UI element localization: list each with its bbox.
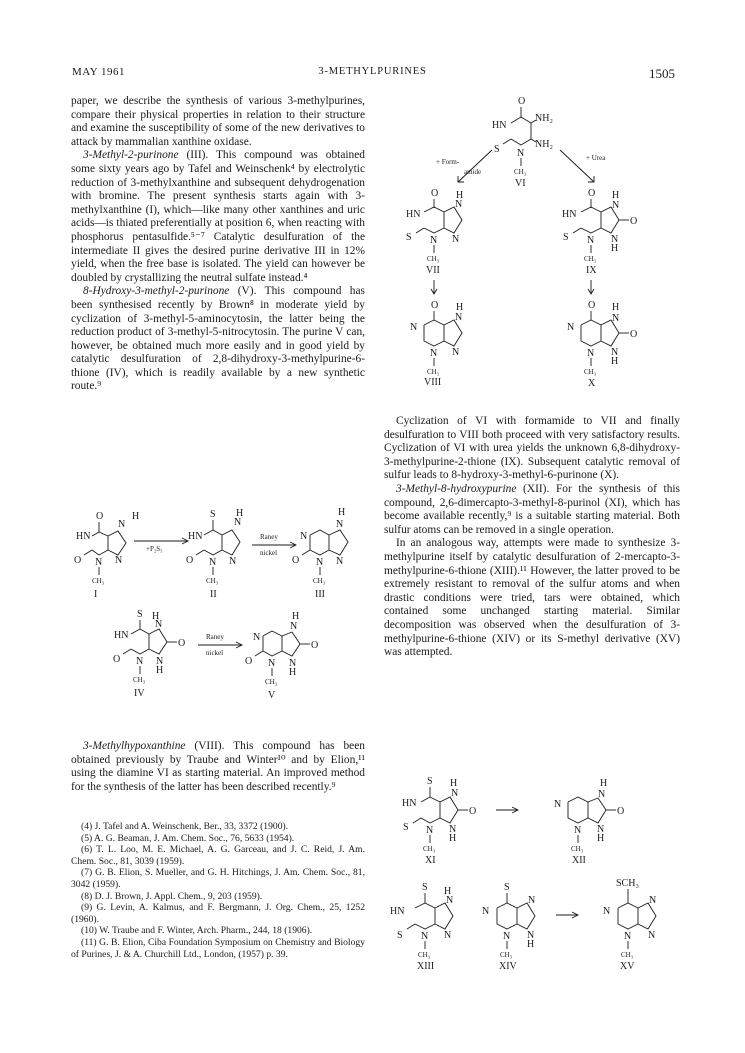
svg-text:H: H — [456, 190, 464, 201]
svg-text:CH₃: CH₃ — [621, 951, 634, 959]
svg-text:N: N — [229, 556, 237, 567]
svg-text:H: H — [527, 939, 535, 950]
reagent-p2s5: +P₂S₅ — [146, 545, 163, 553]
svg-text:N: N — [115, 555, 123, 566]
reagent-raney: Raney — [206, 633, 224, 641]
svg-text:N: N — [300, 531, 308, 542]
svg-text:H: H — [289, 667, 297, 678]
references — [71, 821, 365, 960]
svg-text:N: N — [430, 348, 438, 359]
reference-item: (6) T. L. Loo, M. E. Michael, A. G. Garceau, and J. C. Reid, J. Am. Chem. Soc., 81, 3039 (1959). — [71, 844, 365, 867]
svg-text:CH₃: CH₃ — [584, 368, 597, 376]
svg-text:S: S — [406, 232, 412, 243]
svg-text:O: O — [518, 96, 526, 107]
svg-text:N: N — [336, 519, 344, 530]
reagent-raney: Raney — [260, 533, 278, 541]
svg-text:N: N — [612, 200, 620, 211]
svg-text:N: N — [649, 895, 657, 906]
svg-text:N: N — [234, 517, 242, 528]
svg-text:H: H — [152, 611, 160, 622]
structure-xiii — [390, 882, 453, 972]
svg-text:CH₃: CH₃ — [92, 577, 105, 585]
svg-text:N: N — [554, 799, 562, 810]
paragraph: 3-Methyl-2-purinone (III). This compound was obtained some sixty years ago by Tafel and Weinschenk⁴ by electrolytic reduction of 3-methylxanthine and subsequent dehydrogenation with bromine. The present synthesis starts again with 3-methylxanthine (I), which—like many other xanthines and uric acids—is thiated preferentially at position 6, when reacting with phosphorus pentasulfide.⁵⁻⁷ Catalytic desulfuration of the intermediate II gives the desired purine derivative III in 12% yield, when the free base is isolated. The yield can however be doubled by crystallizing the neutral sulfate instead.⁴ — [71, 149, 365, 284]
svg-text:H: H — [338, 507, 346, 518]
structure-xii — [554, 778, 624, 866]
svg-text:N: N — [446, 895, 454, 906]
svg-text:S: S — [210, 509, 216, 520]
svg-text:N: N — [603, 906, 611, 917]
label-ix: IX — [586, 265, 597, 276]
svg-text:CH₃: CH₃ — [571, 845, 584, 853]
header-running-title: 3-METHYLPURINES — [318, 66, 427, 77]
svg-text:N: N — [136, 656, 144, 667]
svg-text:N: N — [648, 930, 656, 941]
svg-text:CH₃: CH₃ — [133, 676, 146, 684]
label-ii: II — [210, 589, 217, 600]
svg-text:N: N — [452, 234, 460, 245]
svg-text:N: N — [611, 234, 619, 245]
label-xv: XV — [620, 961, 635, 972]
section-heading: 8-Hydroxy-3-methyl-2-purinone — [83, 285, 230, 298]
svg-text:H: H — [456, 302, 464, 313]
reaction-arrow — [458, 150, 492, 182]
svg-text:N: N — [455, 199, 463, 210]
svg-text:N: N — [410, 322, 418, 333]
structure-viii — [410, 300, 463, 388]
structure-xv — [603, 878, 656, 972]
svg-text:N: N — [316, 557, 324, 568]
left-column-text-upper — [71, 95, 365, 394]
svg-text:N: N — [503, 931, 511, 942]
svg-text:O: O — [431, 188, 439, 199]
svg-text:H: H — [612, 302, 620, 313]
paragraph: In an analogous way, attempts were made to synthesize 3-methylpurine itself by catalytic desulfuration of 2-mercapto-3-methylpurine-6-thione (XIII).¹¹ However, the latter proved to be extremely resistant to removal of the sulfur atoms and when drastic conditions were tried, tars were obtained, which contained some unchanged starting material. Similar decomposition was observed when the desulfuration of 3-methylpurine-6-thione (XIV) or its S-methyl derivative (XV) was attempted. — [384, 537, 680, 659]
svg-text:H: H — [612, 190, 620, 201]
svg-text:O: O — [74, 555, 82, 566]
svg-text:N: N — [430, 235, 438, 246]
svg-text:S: S — [504, 882, 510, 893]
svg-text:H: H — [236, 508, 244, 519]
label-vii: VII — [426, 265, 440, 276]
svg-text:HN: HN — [492, 120, 507, 131]
svg-text:O: O — [431, 300, 439, 311]
header-date: MAY 1961 — [72, 66, 126, 78]
svg-text:NH₂: NH₂ — [535, 113, 553, 124]
structure-xiv — [482, 882, 535, 972]
svg-text:N: N — [444, 930, 452, 941]
reference-item: (7) G. B. Elion, S. Mueller, and G. H. Hitchings, J. Am. Chem. Soc., 81, 3042 (1959). — [71, 867, 365, 890]
svg-text:N: N — [253, 632, 261, 643]
structure-iii — [292, 507, 348, 600]
structure-vi — [492, 96, 553, 189]
svg-text:N: N — [455, 312, 463, 323]
svg-text:O: O — [630, 329, 638, 340]
svg-text:O: O — [186, 555, 194, 566]
svg-text:S: S — [427, 776, 433, 787]
svg-text:N: N — [574, 825, 582, 836]
svg-text:HN: HN — [188, 531, 203, 542]
svg-text:N: N — [587, 235, 595, 246]
svg-text:HN: HN — [390, 906, 405, 917]
structure-vii — [406, 188, 463, 276]
scheme-xi-to-xv — [384, 772, 684, 992]
label-xiii: XIII — [417, 961, 435, 972]
reference-item: (8) D. J. Brown, J. Appl. Chem., 9, 203 (1959). — [81, 890, 263, 902]
svg-text:HN: HN — [402, 798, 417, 809]
svg-text:HN: HN — [114, 630, 129, 641]
svg-text:H: H — [292, 611, 300, 622]
svg-text:O: O — [178, 638, 186, 649]
structure-ii — [186, 508, 243, 600]
svg-text:O: O — [588, 300, 596, 311]
svg-text:N: N — [587, 348, 595, 359]
svg-text:N: N — [624, 931, 632, 942]
section-heading: 3-Methyl-8-hydroxypurine — [396, 482, 517, 495]
svg-text:H: H — [156, 665, 164, 676]
reference-item: (5) A. G. Beaman, J. Am. Chem. Soc., 76, 5633 (1954). — [81, 832, 295, 844]
reagent-urea: + Urea — [586, 154, 606, 162]
svg-text:O: O — [617, 806, 625, 817]
scheme-vi-to-x — [400, 90, 700, 400]
reagent-formamide: + Form- — [436, 158, 460, 166]
scheme-i-to-v — [70, 505, 370, 720]
svg-text:O: O — [245, 656, 253, 667]
svg-text:N: N — [611, 347, 619, 358]
section-heading: 3-Methylhypoxanthine — [83, 740, 186, 752]
svg-text:H: H — [449, 833, 457, 844]
svg-text:N: N — [567, 322, 575, 333]
svg-text:O: O — [96, 511, 104, 522]
svg-text:O: O — [113, 654, 121, 665]
svg-text:N: N — [452, 347, 460, 358]
svg-text:CH₃: CH₃ — [206, 577, 219, 585]
svg-text:S: S — [403, 822, 409, 833]
structure-iv — [113, 609, 185, 699]
structure-v — [245, 611, 318, 701]
svg-text:N: N — [155, 619, 163, 630]
svg-text:S: S — [397, 930, 403, 941]
svg-text:N: N — [336, 556, 344, 567]
svg-text:H: H — [132, 511, 140, 522]
svg-text:N: N — [527, 930, 535, 941]
svg-text:H: H — [597, 833, 605, 844]
reference-item: (9) G. Levin, A. Kalmus, and F. Bergmann, J. Org. Chem., 25, 1252 (1960). — [71, 902, 365, 925]
svg-text:O: O — [630, 216, 638, 227]
label-xii: XII — [572, 855, 586, 866]
left-column-text-lower — [71, 740, 365, 794]
svg-text:S: S — [137, 609, 143, 620]
label-i: I — [94, 589, 98, 600]
reference-item: (11) G. B. Elion, Ciba Foundation Symposium on Chemistry and Biology of Purines, J. & A. Churchill Ltd., London, (1957) p. 39. — [71, 936, 365, 960]
svg-text:SCH₃: SCH₃ — [616, 878, 639, 889]
reagent-nickel: nickel — [260, 549, 278, 557]
reagent-nickel: nickel — [206, 649, 224, 657]
label-xiv: XIV — [499, 961, 517, 972]
paragraph: paper, we describe the synthesis of various 3-methylpurines, compare their physical properties in relation to their structure and examine the susceptibility of some of the new derivatives to attack by mammalian xanthine oxidase. — [71, 95, 365, 148]
label-v: V — [268, 690, 276, 701]
svg-text:H: H — [600, 778, 608, 789]
svg-text:H: H — [611, 243, 619, 254]
svg-text:S: S — [563, 232, 569, 243]
svg-text:O: O — [292, 555, 300, 566]
svg-text:CH₃: CH₃ — [313, 577, 326, 585]
svg-text:N: N — [289, 658, 297, 669]
svg-text:S: S — [422, 882, 428, 893]
svg-text:H: H — [450, 778, 458, 789]
svg-text:H: H — [444, 886, 452, 897]
svg-text:CH₃: CH₃ — [427, 368, 440, 376]
svg-text:CH₃: CH₃ — [265, 678, 278, 686]
paragraph: Cyclization of VI with formamide to VII and finally desulfuration to VIII both proceed with very satisfactory results. Cyclization of VI with urea yields the unknown 6,8-dihydroxy-3-methylpurine-2-thione (IX). Subsequent catalytic removal of sulfur leads to 8-hydroxy-3-methyl-6-purinone (X). — [384, 415, 680, 482]
svg-text:N: N — [209, 557, 217, 568]
svg-text:N: N — [528, 895, 536, 906]
svg-text:CH₃: CH₃ — [584, 255, 597, 263]
reference-item: (10) W. Traube and F. Winter, Arch. Pharm., 244, 18 (1906). — [81, 925, 313, 937]
reference-item: (4) J. Tafel and A. Weinschenk, Ber., 33, 3372 (1900). — [81, 821, 289, 832]
section-heading: 3-Methyl-2-purinone — [83, 149, 179, 162]
svg-text:N: N — [156, 656, 164, 667]
svg-text:N: N — [597, 824, 605, 835]
svg-text:HN: HN — [406, 209, 421, 220]
label-iii: III — [315, 589, 325, 600]
running-header — [0, 66, 745, 86]
svg-text:N: N — [95, 557, 103, 568]
svg-text:N: N — [426, 825, 434, 836]
svg-text:N: N — [517, 148, 525, 159]
svg-text:N: N — [598, 789, 606, 800]
paragraph: 3-Methyl-8-hydroxypurine (XII). For the synthesis of this compound, 2,6-dimercapto-3-methyl-8-purinol (XI), which has become available recently,⁹ is a suitable starting material. Both sulfur atoms can be removed in a single operation. — [384, 482, 680, 536]
svg-text:O: O — [311, 640, 319, 651]
structure-ix — [562, 188, 637, 276]
svg-text:N: N — [449, 824, 457, 835]
structure-xi — [402, 776, 476, 866]
svg-text:CH₃: CH₃ — [514, 168, 527, 176]
svg-text:CH₃: CH₃ — [418, 951, 431, 959]
label-x: X — [588, 378, 596, 389]
svg-text:N: N — [421, 931, 429, 942]
label-vi: VI — [515, 178, 526, 189]
svg-text:O: O — [469, 806, 477, 817]
paragraph: 8-Hydroxy-3-methyl-2-purinone (V). This compound has been synthesised recently by Brown⁸ in moderate yield by cyclization of 3-methyl-5-aminocytosin, the latter being the reduction product of 3-methyl-5-nitrocytosin. The purine V can, however, be obtained much more easily and in good yield by catalytic desulfuration of 2,8-dihydroxy-3-methylpurine-6-thione (IV), which is readily available by a new synthetic route.⁹ — [71, 285, 365, 393]
right-column-text — [384, 415, 680, 660]
label-viii: VIII — [424, 377, 442, 388]
paragraph: 3-Methylhypoxanthine (VIII). This compound has been obtained previously by Traube and Winter¹⁰ and by Elion,¹¹ using the diamine VI as starting material. An improved method for the synthesis of the latter has been described recently.⁹ — [71, 740, 365, 793]
structure-i — [74, 511, 139, 600]
svg-text:O: O — [588, 188, 596, 199]
svg-text:CH₃: CH₃ — [427, 255, 440, 263]
svg-text:CH₃: CH₃ — [500, 951, 513, 959]
svg-text:N: N — [290, 621, 298, 632]
label-xi: XI — [425, 855, 436, 866]
svg-text:H: H — [611, 356, 619, 367]
reagent-formamide: amide — [464, 168, 482, 176]
svg-text:HN: HN — [76, 531, 91, 542]
svg-text:N: N — [612, 313, 620, 324]
header-page-number: 1505 — [649, 66, 675, 81]
label-iv: IV — [134, 688, 145, 699]
svg-text:NH₂: NH₂ — [535, 139, 553, 150]
svg-text:CH₃: CH₃ — [423, 845, 436, 853]
svg-text:N: N — [451, 788, 459, 799]
svg-text:N: N — [482, 906, 490, 917]
svg-text:N: N — [268, 658, 276, 669]
svg-text:HN: HN — [562, 209, 577, 220]
structure-x — [567, 300, 637, 389]
svg-text:N: N — [118, 519, 126, 530]
svg-text:S: S — [494, 144, 500, 155]
